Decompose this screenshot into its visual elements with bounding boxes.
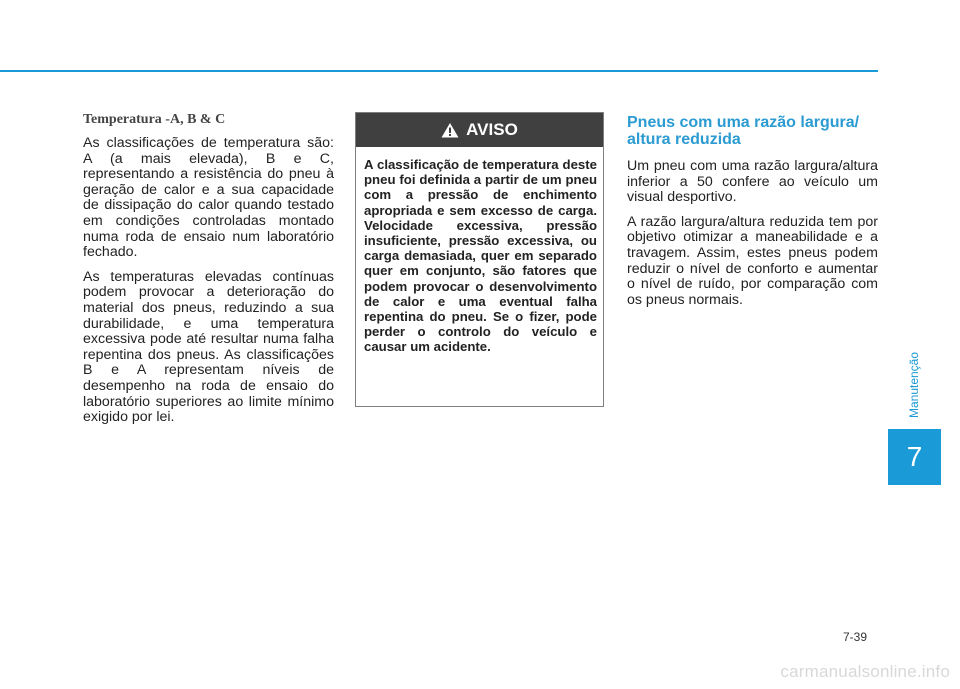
- section-title-temperature: Temperatura -A, B & C: [83, 112, 226, 127]
- paragraph: As temperaturas elevadas contínuas podem provocar a deterioração do material dos pneus, reduzindo a sua durabilidade, e uma temperatura excessiva pode até resultar numa falha repentina dos pneus. As classificações B e A representam níveis de desempenho na roda de ensaio do laboratório superiores ao limite mínimo exigido por lei.: [83, 268, 334, 426]
- paragraph: As classificações de temperatura são: A (a mais elevada), B e C, representando a resistência do pneu à geração de calor e a sua capacidade de dissipação do calor quando testado em condições controladas montado numa roda de ensaio num laboratório fechado.: [83, 135, 334, 261]
- right-column: [627, 112, 878, 317]
- warning-text: A classificação de temperatura deste pneu foi definida a partir de um pneu com a pressão de enchimento apropriada e sem excesso de carga. Velocidade excessiva, pressão insuficiente, pressão excessiva, ou carga demasiada, quer em separado quer em conjunto, são fatores que podem provocar o desenvolvimento de calor e uma eventual falha repentina do pneu. Se o fizer, pode perder o controlo do veículo e causar um acidente.: [364, 157, 597, 355]
- warning-heading: AVISO: [466, 120, 518, 139]
- warning-triangle-icon: [441, 122, 459, 138]
- warning-header: [356, 113, 603, 147]
- section-title-low-profile-tires: Pneus com uma razão largura/ altura reduzida: [627, 114, 860, 148]
- warning-box: [355, 112, 604, 407]
- footer-watermark: carmanualsonline.info: [780, 662, 950, 681]
- paragraph: Um pneu com uma razão largura/altura inferior a 50 confere ao veículo um visual desportivo.: [627, 158, 878, 206]
- chapter-side-label: Manutenção: [907, 351, 921, 419]
- paragraph: A razão largura/altura reduzida tem por objetivo otimizar a maneabilidade e a travagem. Assim, estes pneus podem reduzir o nível de conforto e aumentar o nível de ruído, por comparação com os pneus normais.: [627, 213, 878, 308]
- left-column: [83, 112, 334, 435]
- chapter-number: 7: [906, 441, 923, 472]
- top-rule: [0, 70, 878, 72]
- chapter-tab: [888, 429, 941, 485]
- page-number: 7-39: [843, 630, 868, 644]
